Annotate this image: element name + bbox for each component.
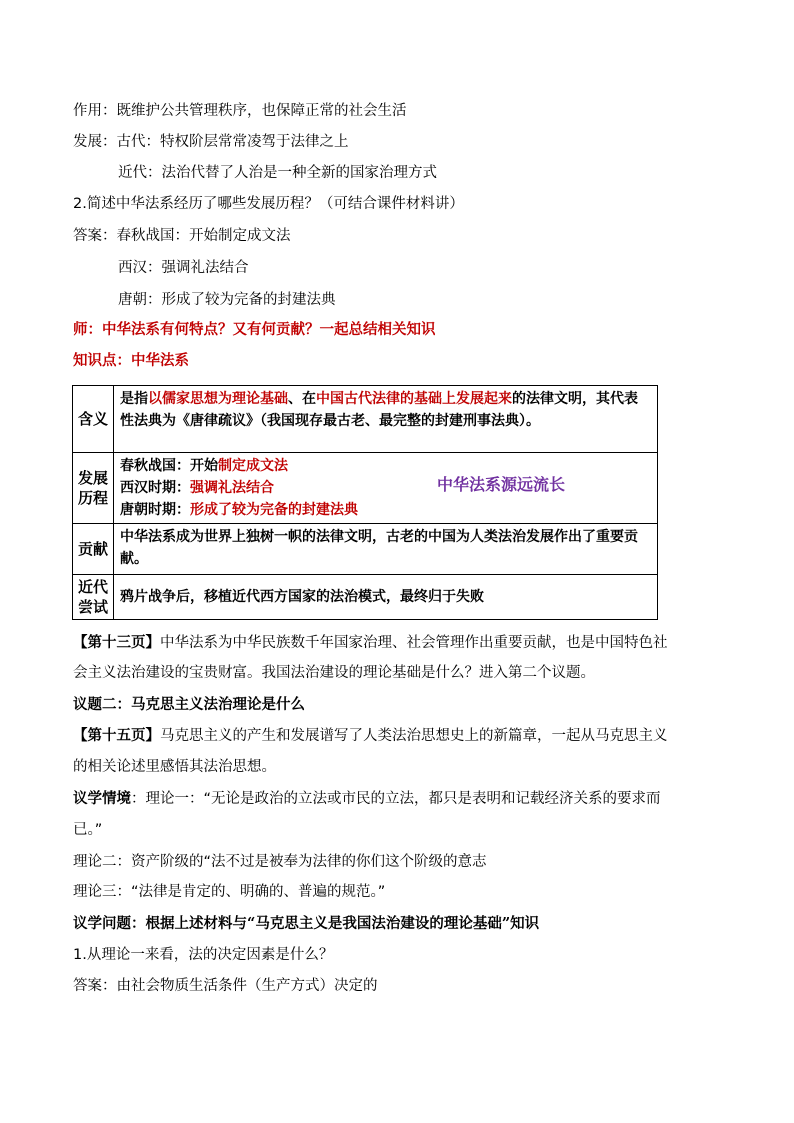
question-line: 2.简述中华法系经历了哪些发展历程？（可结合课件材料讲）	[73, 196, 464, 212]
text-line: 近代：法治代替了人治是一种全新的国家治理方式	[118, 165, 437, 181]
text-span: 是指	[120, 391, 148, 407]
history-cell	[114, 453, 658, 524]
modern-attempt-cell: 鸦片战争后，移植近代西方国家的法治模式，最终归于失败	[114, 575, 658, 620]
question-line: 1.从理论一来看，法的决定因素是什么？	[73, 947, 334, 963]
table-row	[73, 386, 658, 453]
answer-line: 唐朝：形成了较为完备的封建法典	[118, 292, 336, 308]
answer-line: 西汉：强调礼法结合	[118, 260, 249, 276]
history-item: 春秋战国：开始制定成文法	[120, 458, 288, 474]
paragraph-line: 【第十三页】中华法系为中华民族数千年国家治理、社会管理作出重要贡献，也是中国特色社	[73, 635, 668, 651]
paragraph-line: 议学情境：理论一：“无论是政治的立法或市民的立法，都只是表明和记载经济关系的要求而	[73, 791, 661, 807]
teacher-prompt: 师：中华法系有何特点？又有何贡献？一起总结相关知识	[73, 321, 436, 338]
highlight-span: 中国古代法律的基础上发展起来	[316, 391, 512, 407]
text-line: 作用：既维护公共管理秩序，也保障正常的社会生活	[73, 103, 407, 119]
paragraph-line: 【第十五页】马克思主义的产生和发展谱写了人类法治思想史上的新篇章，一起从马克思主义	[73, 728, 668, 744]
banner-text: 中华法系源远流长	[437, 475, 566, 494]
table-row	[73, 575, 658, 620]
table-row	[73, 453, 658, 524]
contribution-cell: 中华法系成为世界上独树一帜的法律文明，古老的中国为人类法治发展作出了重要贡献。	[114, 524, 658, 575]
question-heading: 议学问题：根据上述材料与“马克思主义是我国法治建设的理论基础”知识	[73, 915, 540, 932]
knowledge-table	[72, 385, 658, 620]
row-header: 贡献	[73, 524, 114, 575]
text-span: 的法律文明，其代表性法典为《唐律疏议》（我国现存最古老、最完整的封建刑事法典）。	[120, 391, 638, 429]
knowledge-point-title: 知识点：中华法系	[73, 352, 189, 369]
text-line: 发展：古代：特权阶层常常凌驾于法律之上	[73, 134, 349, 150]
paragraph-line: 会主义法治建设的宝贵财富。我国法治建设的理论基础是什么？进入第二个议题。	[73, 665, 595, 681]
text-span: 、在	[288, 391, 316, 407]
definition-cell	[114, 386, 658, 453]
paragraph-line: 的相关论述里感悟其法治思想。	[73, 759, 276, 775]
row-header: 含义	[73, 386, 114, 453]
paragraph-line: 理论三：“法律是肯定的、明确的、普遍的规范。”	[73, 884, 386, 900]
topic-heading: 议题二：马克思主义法治理论是什么	[73, 696, 305, 713]
answer-line: 答案：由社会物质生活条件（生产方式）决定的	[73, 978, 378, 994]
table-row	[73, 524, 658, 575]
paragraph-line: 理论二：资产阶级的“法不过是被奉为法律的你们这个阶级的意志	[73, 854, 487, 870]
paragraph-line: 已。”	[73, 822, 103, 838]
history-item: 唐朝时期：形成了较为完备的封建法典	[120, 502, 358, 518]
answer-line: 答案：春秋战国：开始制定成文法	[73, 228, 291, 244]
row-header: 发展历程	[73, 453, 114, 524]
highlight-span: 以儒家思想为理论基础	[148, 391, 288, 407]
history-item: 西汉时期：强调礼法结合	[120, 480, 274, 496]
row-header: 近代尝试	[73, 575, 114, 620]
